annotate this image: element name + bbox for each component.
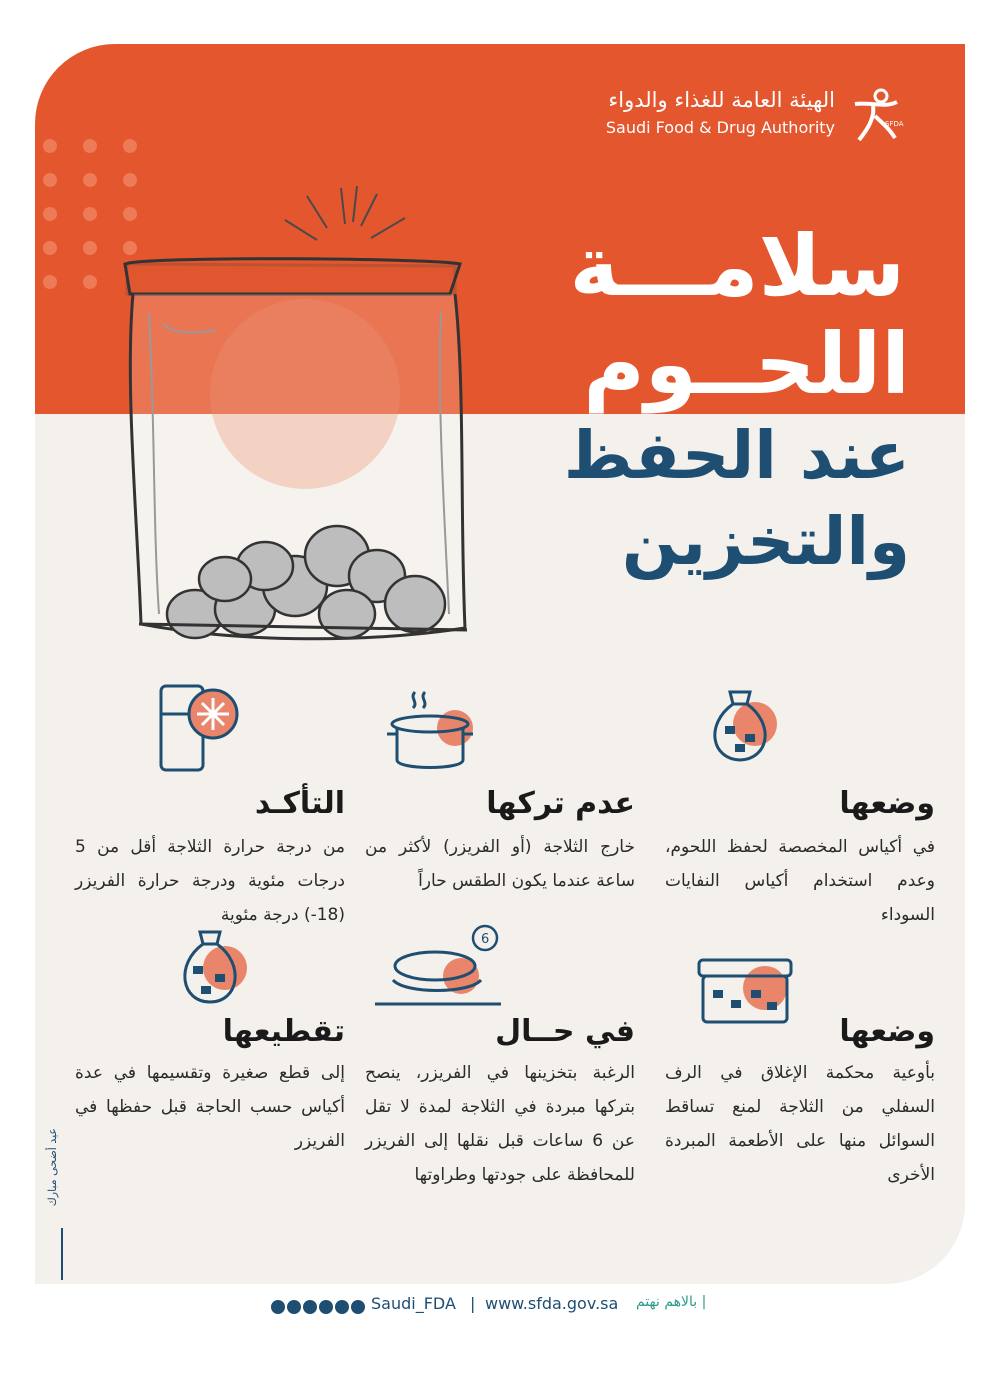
sfda-logo (565, 84, 905, 154)
tip-sealed-containers (665, 944, 935, 1204)
tip-4-text: بأوعية محكمة الإغلاق في الرف السفلي من الثلاجة لمنع تساقط السوائل منها على الأطعمة المبردة الأخرى (665, 1063, 935, 1185)
meat-plate-timer-icon (375, 920, 505, 1010)
tip-cut-portions (75, 914, 345, 1174)
social-media-icons (270, 1298, 368, 1316)
logo-name-arabic: الهيئة العامة للغذاء والدواء (608, 88, 835, 112)
footer-bar (0, 1294, 1000, 1324)
tip-2-heading: عدم تركها (486, 786, 635, 821)
title-line-2: اللحــوم (583, 315, 910, 413)
instagram-icon (319, 1300, 333, 1314)
footer-separator: | (470, 1294, 476, 1313)
twitter-icon (271, 1300, 285, 1314)
tip-bag-storage (665, 674, 935, 925)
linkedin-icon (335, 1300, 349, 1314)
eid-greeting-side-note: عيد أضحى مبارك (46, 1128, 59, 1207)
tip-3-heading: التأكـد (254, 786, 345, 821)
footer-slogan: | بالاهم نهتم (636, 1294, 707, 1310)
logo-name-english: Saudi Food & Drug Authority (605, 118, 835, 137)
meat-bag-icon (695, 674, 785, 764)
logo-mark-label: SFDA (885, 120, 904, 128)
tip-6-heading: تقطيعها (222, 1014, 345, 1049)
title-line-3: عند الحفظ (563, 417, 910, 494)
tip-check-temperature (75, 674, 345, 925)
poster-card (35, 44, 965, 1284)
youtube-icon (287, 1300, 301, 1314)
tip-2-text: خارج الثلاجة (أو الفريزر) لأكثر من ساعة عندما يكون الطقس حاراً (365, 837, 635, 891)
snapchat-icon (303, 1300, 317, 1314)
cooking-pot-icon (385, 684, 475, 774)
tip-6-text: إلى قطع صغيرة وتقسيمها في عدة أكياس حسب الحاجة قبل حفظها في الفريزر (75, 1063, 345, 1151)
meat-bag-icon (165, 914, 255, 1004)
tip-1-text: في أكياس المخصصة لحفظ اللحوم، وعدم استخدام أكياس النفايات السوداء (665, 837, 935, 925)
timer-label: 6 (481, 932, 490, 947)
website-link[interactable]: www.sfda.gov.sa (485, 1294, 619, 1313)
sfda-emblem-icon (845, 84, 905, 144)
meat-storage-bag-illustration (115, 184, 515, 664)
tip-3-text: من درجة حرارة الثلاجة أقل من 5 درجات مئوية ودرجة حرارة الفريزر (18-) درجة مئوية (75, 837, 345, 925)
tip-5-text: الرغبة بتخزينها في الفريزر، ينصح بتركها مبردة في الثلاجة لمدة لا تقل عن 6 ساعات قبل نقلها إلى الفريزر للمحافظة على جودتها وطراوتها (365, 1063, 635, 1185)
title-line-1: سلامـــة (569, 217, 905, 315)
social-handle[interactable]: Saudi_FDA (371, 1294, 456, 1313)
tip-freezer-transfer (365, 914, 635, 1204)
tip-room-temperature (365, 674, 635, 904)
facebook-icon (351, 1300, 365, 1314)
title-line-4: والتخزين (621, 503, 910, 580)
tip-5-heading: في حــال (495, 1014, 635, 1049)
fridge-snowflake-icon (155, 684, 245, 774)
tip-1-heading: وضعها (839, 786, 935, 821)
tip-4-heading: وضعها (839, 1014, 935, 1049)
sealed-container-icon (695, 944, 795, 1034)
side-divider-line (61, 1228, 63, 1280)
